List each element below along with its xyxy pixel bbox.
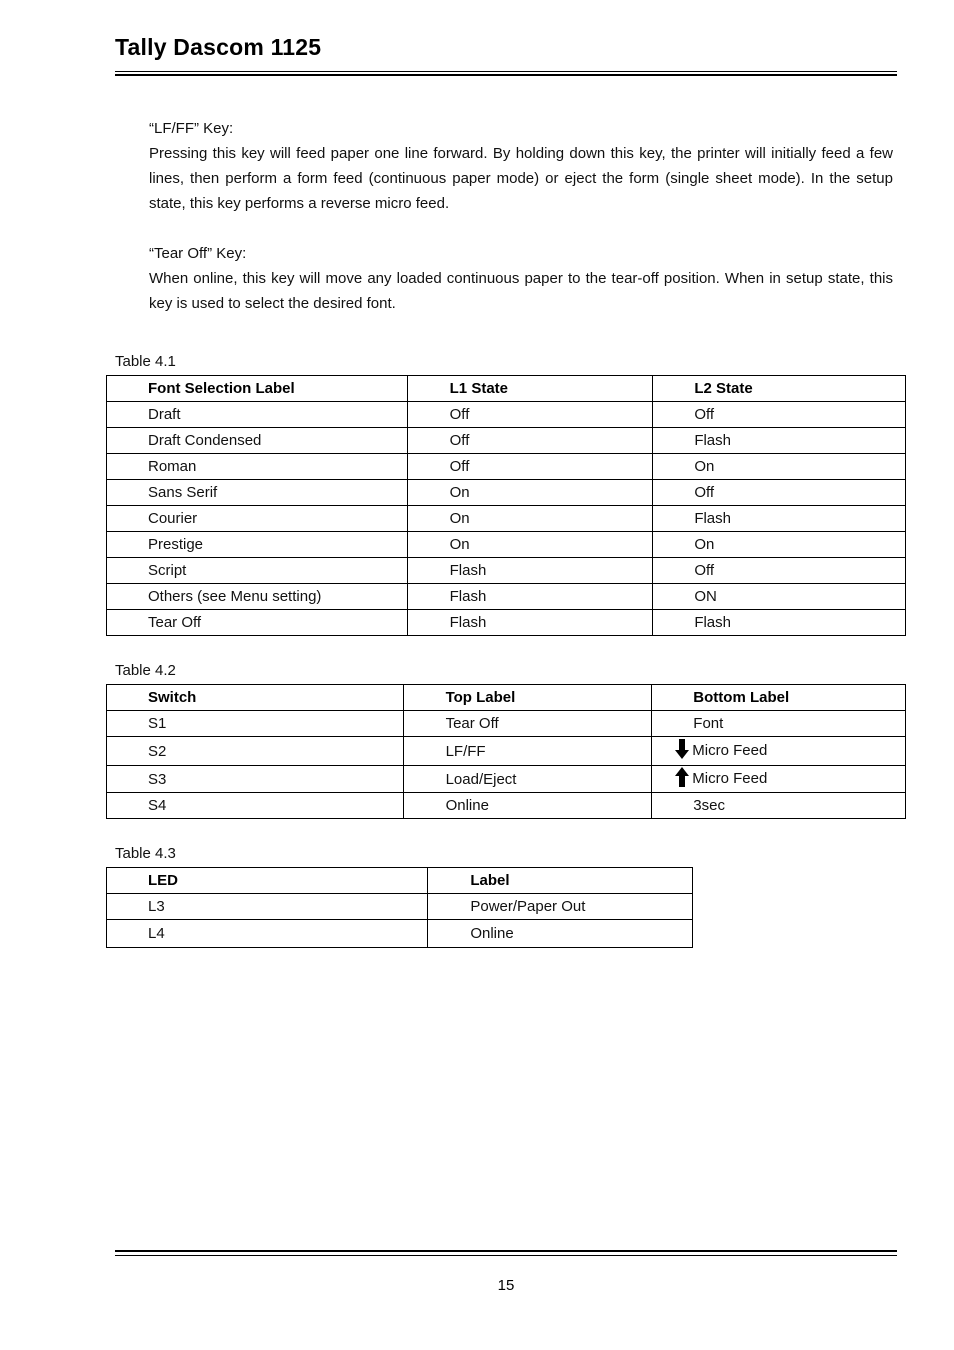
table-4-2-caption: Table 4.2	[115, 662, 176, 679]
led-cell: L3	[107, 894, 428, 920]
l2-state-cell: Off	[653, 480, 906, 506]
font-selection-table	[106, 375, 906, 636]
l1-state-cell: On	[407, 506, 653, 532]
led-label-cell: Online	[428, 920, 693, 948]
table-row	[107, 454, 906, 480]
font-label-cell: Tear Off	[107, 610, 408, 636]
bottom-label-cell: 3sec	[652, 793, 906, 819]
switch-cell: S2	[107, 737, 404, 766]
bottom-label-cell	[652, 737, 906, 766]
table-row	[107, 737, 906, 766]
l1-state-cell: Off	[407, 454, 653, 480]
font-label-cell: Others (see Menu setting)	[107, 584, 408, 610]
tear-off-key-section	[149, 241, 893, 316]
font-label-cell: Sans Serif	[107, 480, 408, 506]
l2-state-cell: Flash	[653, 610, 906, 636]
header-cell: LED	[107, 868, 428, 894]
bottom-label-text: Micro Feed	[692, 741, 768, 759]
table-row	[107, 793, 906, 819]
header-cell: L1 State	[407, 376, 653, 402]
bottom-label-cell	[652, 766, 906, 793]
l2-state-cell: Flash	[653, 506, 906, 532]
l1-state-cell: On	[407, 480, 653, 506]
switch-cell: S1	[107, 711, 404, 737]
table-row	[107, 894, 693, 920]
header-cell: Bottom Label	[652, 685, 906, 711]
table-row	[107, 920, 693, 948]
l2-state-cell: On	[653, 532, 906, 558]
down-arrow-icon	[674, 738, 690, 764]
top-label-cell: LF/FF	[403, 737, 652, 766]
led-label-table	[106, 867, 693, 948]
l2-state-cell: On	[653, 454, 906, 480]
header-cell: Top Label	[403, 685, 652, 711]
table-row	[107, 532, 906, 558]
switch-label-table	[106, 684, 906, 819]
table-header-row	[107, 685, 906, 711]
l1-state-cell: Flash	[407, 584, 653, 610]
table-row	[107, 766, 906, 793]
switch-cell: S3	[107, 766, 404, 793]
table-row	[107, 610, 906, 636]
header-cell: Font Selection Label	[107, 376, 408, 402]
lf-ff-key-heading: “LF/FF” Key:	[149, 120, 234, 137]
font-label-cell: Prestige	[107, 532, 408, 558]
header-cell: Label	[428, 868, 693, 894]
led-cell: L4	[107, 920, 428, 948]
table-4-3-caption: Table 4.3	[115, 845, 176, 862]
table-row	[107, 584, 906, 610]
footer-rule-bottom	[115, 1255, 897, 1256]
font-label-cell: Script	[107, 558, 408, 584]
header-cell: L2 State	[653, 376, 906, 402]
font-label-cell: Roman	[107, 454, 408, 480]
l1-state-cell: Off	[407, 402, 653, 428]
l1-state-cell: Flash	[407, 558, 653, 584]
bottom-label-cell: Font	[652, 711, 906, 737]
table-row	[107, 506, 906, 532]
l2-state-cell: ON	[653, 584, 906, 610]
table-header-row	[107, 376, 906, 402]
page-header-title: Tally Dascom 1125	[115, 34, 322, 60]
table-row	[107, 428, 906, 454]
bottom-label-text: Micro Feed	[692, 769, 768, 787]
lf-ff-key-description: Pressing this key will feed paper one line forward. By holding down this key, the printer will initially feed a few lines, then perform a form feed (continuous paper mode) or eject the form (single sheet mode). In the setup state, this key performs a reverse micro feed.	[149, 145, 893, 212]
l1-state-cell: On	[407, 532, 653, 558]
table-row	[107, 558, 906, 584]
table-row	[107, 480, 906, 506]
lf-ff-key-section	[149, 116, 893, 216]
font-label-cell: Draft	[107, 402, 408, 428]
up-arrow-icon	[674, 766, 690, 792]
l1-state-cell: Flash	[407, 610, 653, 636]
tear-off-key-heading: “Tear Off” Key:	[149, 245, 247, 262]
l2-state-cell: Off	[653, 558, 906, 584]
page-number: 15	[497, 1277, 515, 1294]
table-header-row	[107, 868, 693, 894]
l1-state-cell: Off	[407, 428, 653, 454]
led-label-cell: Power/Paper Out	[428, 894, 693, 920]
header-rule-bottom	[115, 74, 897, 76]
switch-cell: S4	[107, 793, 404, 819]
table-row	[107, 711, 906, 737]
header-rule-top	[115, 71, 897, 72]
l2-state-cell: Flash	[653, 428, 906, 454]
l2-state-cell: Off	[653, 402, 906, 428]
top-label-cell: Load/Eject	[403, 766, 652, 793]
table-row	[107, 402, 906, 428]
table-4-1-caption: Table 4.1	[115, 353, 176, 370]
font-label-cell: Courier	[107, 506, 408, 532]
top-label-cell: Online	[403, 793, 652, 819]
header-cell: Switch	[107, 685, 404, 711]
tear-off-key-description: When online, this key will move any loaded continuous paper to the tear-off position. When in setup state, this key is used to select the desired font.	[149, 270, 893, 312]
footer-rule-top	[115, 1250, 897, 1252]
font-label-cell: Draft Condensed	[107, 428, 408, 454]
top-label-cell: Tear Off	[403, 711, 652, 737]
